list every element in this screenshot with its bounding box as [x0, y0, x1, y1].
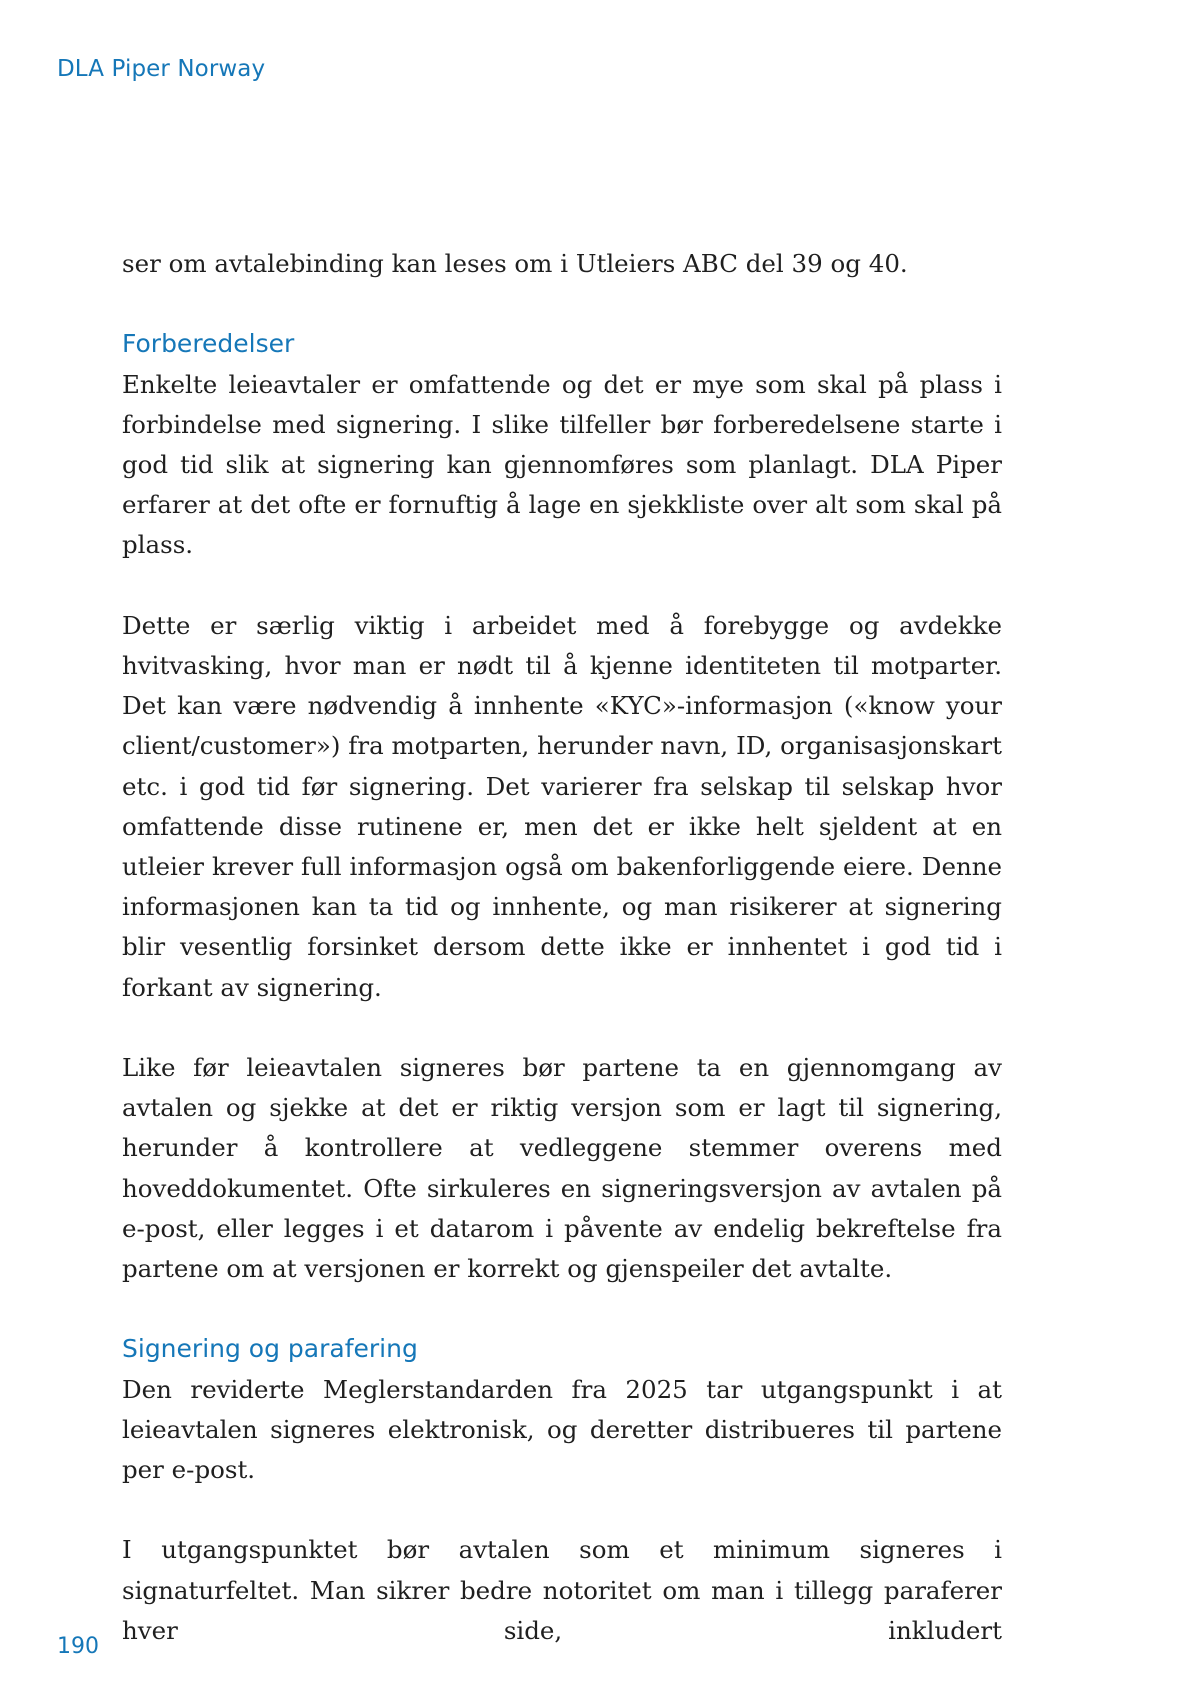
paragraph-spacer: [122, 1289, 1002, 1329]
paragraph-forberedelser-3: Like før leieavtalen signeres bør partene ta en gjennomgang av avtalen og sjekke at det er riktig versjon som er lagt til signering, herunder å kontrollere at vedleggene stemmer overens med hoveddokumentet. Ofte sirkuleres en signeringsversjon av avtalen på e-post, eller legges i et datarom i påvente av endelig bekreftelse fra partene om at versjonen er korrekt og gjenspeiler det avtalte.: [122, 1053, 1002, 1284]
intro-paragraph: ser om avtalebinding kan leses om i Utleiers ABC del 39 og 40.: [122, 249, 908, 278]
page-body: [122, 244, 1002, 1651]
paragraph-signering-2: I utgangspunktet bør avtalen som et minimum signeres i signaturfeltet. Man sikrer bedre notoritet om man i tillegg paraferer hver side, inkludert: [122, 1535, 1002, 1645]
paragraph-spacer: [122, 284, 1002, 324]
page-number: 190: [57, 1634, 99, 1659]
paragraph-spacer: [122, 1008, 1002, 1048]
paragraph-spacer: [122, 1490, 1002, 1530]
paragraph-forberedelser-1: Enkelte leieavtaler er omfattende og det er mye som skal på plass i forbindelse med signering. I slike tilfeller bør forberedelsene starte i god tid slik at signering kan gjennomføres som planlagt. DLA Piper erfarer at det ofte er fornuftig å lage en sjekkliste over alt som skal på plass.: [122, 369, 1002, 560]
paragraph-signering-1: Den reviderte Meglerstandarden fra 2025 tar utgangspunkt i at leieavtalen signeres elektronisk, og deretter distribueres til partene per e-post.: [122, 1374, 1002, 1485]
paragraph-forberedelser-2: Dette er særlig viktig i arbeidet med å forebygge og avdekke hvitvasking, hvor man er nødt til å kjenne identiteten til motparter. Det kan være nødvendig å innhente «KYC»-informasjon («know your client/customer») fra motparten, herunder navn, ID, organisasjonskart etc. i god tid før signering. Det varierer fra selskap til selskap hvor omfattende disse rutinene er, men det er ikke helt sjeldent at en utleier krever full informasjon også om bakenforliggende eiere. Denne informasjonen kan ta tid og innhente, og man risikerer at signering blir vesentlig forsinket dersom dette ikke er innhentet i god tid i forkant av signering.: [122, 610, 1002, 1002]
running-header: DLA Piper Norway: [57, 56, 266, 82]
section-heading-signering: Signering og parafering: [122, 1334, 418, 1364]
paragraph-spacer: [122, 566, 1002, 606]
section-heading-forberedelser: Forberedelser: [122, 329, 295, 359]
